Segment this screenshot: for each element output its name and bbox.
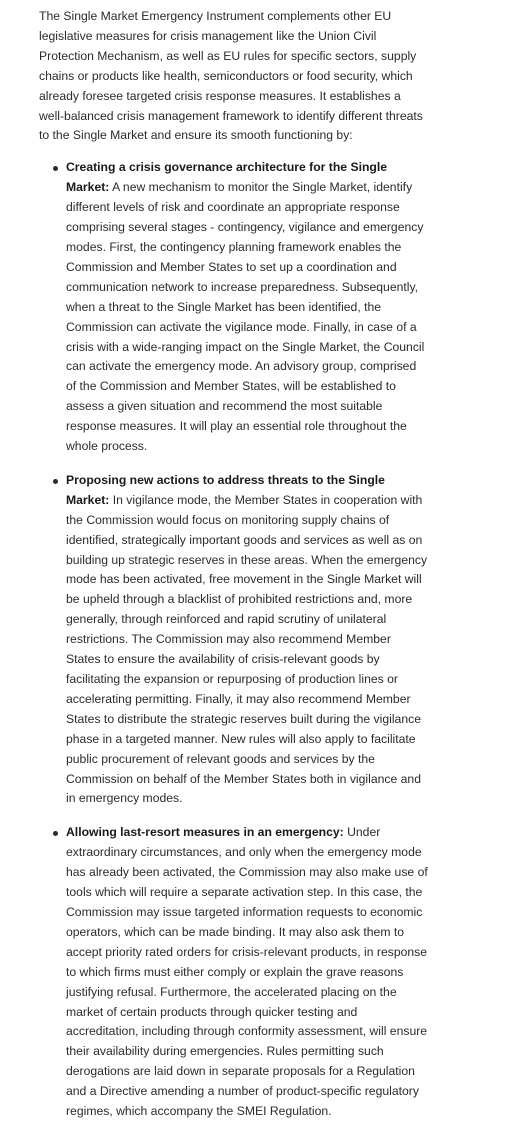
list-item xyxy=(66,471,428,809)
bullet-icon xyxy=(53,831,58,836)
intro-paragraph: The Single Market Emergency Instrument complements other EU legislative measures for crisis management like the Union Civil Protection Mechanism, as well as EU rules for specific sectors, supply chains or products like health, semiconductors or food security, which already foresee targeted crisis response measures. It establishes a well-balanced crisis management framework to identify different threats to the Single Market and ensure its smooth functioning by: xyxy=(39,9,423,143)
bullet-icon xyxy=(53,166,58,171)
article-body xyxy=(39,7,428,1136)
list-item xyxy=(66,158,428,457)
list-item-heading: Creating a crisis governance architecture for the Single Market: xyxy=(66,160,388,195)
bullet-icon xyxy=(53,479,58,484)
list-item xyxy=(66,823,428,1122)
measures-list xyxy=(39,158,428,1122)
list-item-text: In vigilance mode, the Member States in cooperation with the Commission would focus on monitoring supply chains of identified, strategically important goods and services as well as on building up strategic reserves in these areas. When the emergency mode has been activated, free movement in the Single Market will be upheld through a blacklist of prohibited restrictions and, more generally, through reinforced and rapid scrutiny of unilateral restrictions. The Commission may also recommend Member States to ensure the availability of crisis-relevant goods by facilitating the expansion or repurposing of production lines or accelerating permitting. Finally, it may also recommend Member States to distribute the strategic reserves built during the vigilance phase in a targeted manner. New rules will also apply to facilitate public procurement of relevant goods and services by the Commission on behalf of the Member States both in vigilance and in emergency modes. xyxy=(66,492,428,806)
list-item-text: A new mechanism to monitor the Single Market, identify different levels of risk and coordinate an appropriate response comprising several stages - contingency, vigilance and emergency modes. First, the contingency planning framework enables the Commission and Member States to set up a coordination and communication network to increase preparedness. Subsequently, when a threat to the Single Market has been identified, the Commission can activate the vigilance mode. Finally, in case of a crisis with a wide-ranging impact on the Single Market, the Council can activate the emergency mode. An advisory group, comprised of the Commission and Member States, will be established to assess a given situation and recommend the most suitable response measures. It will play an essential role throughout the whole process. xyxy=(66,180,425,454)
list-item-text: Under extraordinary circumstances, and only when the emergency mode has already been activated, the Commission may also make use of tools which will require a separate activation step. In this case, the Commission may issue targeted information requests to economic operators, which can be made binding. It may also ask them to accept priority rated orders for crisis-relevant products, in response to which firms must either comply or explain the grave reasons justifying refusal. Furthermore, the accelerated placing on the market of certain products through quicker testing and accreditation, including through conformity assessment, will ensure their availability during emergencies. Rules permitting such derogations are laid down in separate proposals for a Regulation and a Directive amending a number of product-specific regulatory regimes, which accompany the SMEI Regulation. xyxy=(66,825,428,1119)
list-item-heading: Allowing last-resort measures in an emergency: xyxy=(66,825,344,840)
list-item-heading: Proposing new actions to address threats to the Single Market: xyxy=(66,472,385,507)
